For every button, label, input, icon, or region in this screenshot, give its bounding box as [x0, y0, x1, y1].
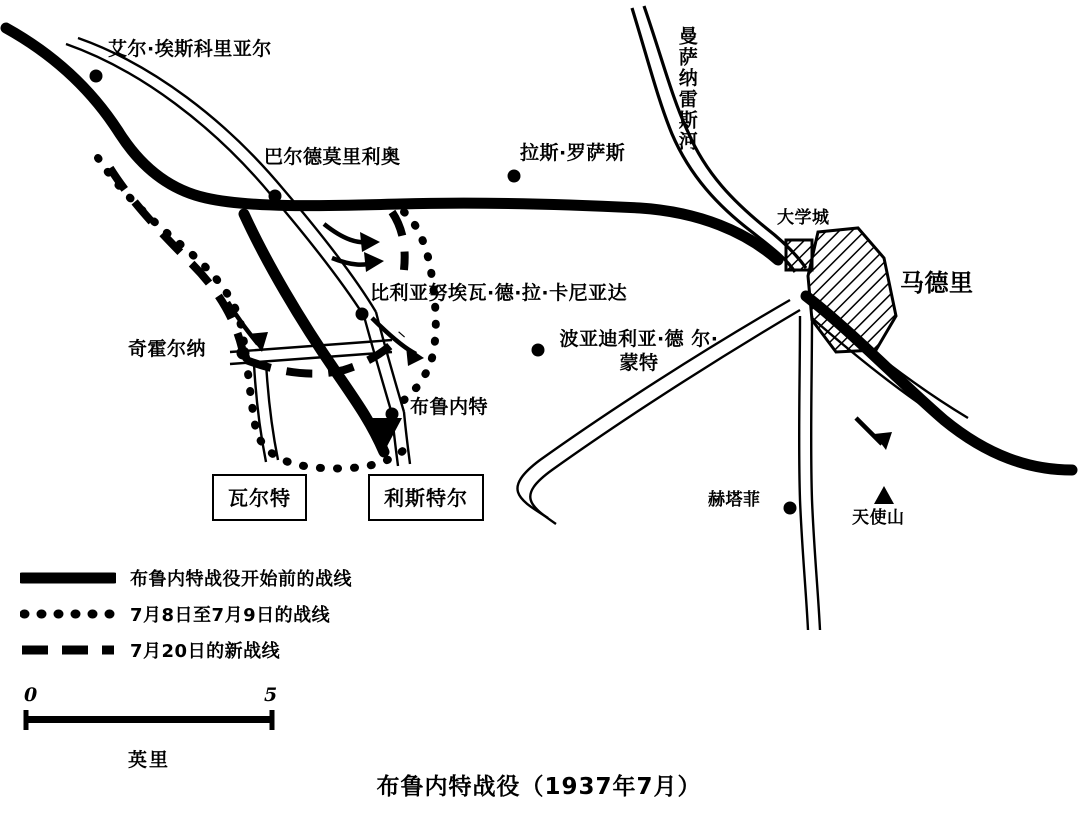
label-brunete: 布鲁内特	[410, 396, 489, 418]
label-ciudad-universitaria: 大学城	[777, 208, 830, 228]
scale-bar-graphic	[18, 706, 280, 732]
legend-label-front-before: 布鲁内特战役开始前的战线	[130, 569, 352, 590]
legend-label-front-jul-8-9: 7月8日至7月9日的战线	[130, 605, 331, 626]
scale-endpoints	[18, 684, 280, 706]
label-quijorna: 奇霍尔纳	[128, 338, 207, 360]
label-valdemorillo: 巴尔德莫里利奥	[264, 146, 401, 168]
legend-symbol-dotted-line	[20, 604, 116, 624]
dot-boadilla	[532, 344, 545, 357]
manzanares-river	[632, 6, 806, 272]
legend-symbol-thick-solid-line	[20, 568, 116, 588]
legend-item-front-jul-8-9	[20, 596, 450, 632]
dot-valdemorillo	[269, 190, 282, 203]
legend-symbol-dashed-line	[20, 640, 116, 660]
scale-unit-label: 英里	[127, 749, 170, 771]
mountain-triangle-marker	[874, 486, 894, 504]
map-title: 布鲁内特战役（1937年7月）	[376, 774, 702, 800]
dot-el-escorial	[90, 70, 103, 83]
madrid-built-up-area	[786, 228, 896, 352]
dot-quijorna	[237, 347, 250, 360]
dot-las-rozas	[508, 170, 521, 183]
dot-villanueva	[356, 308, 369, 321]
label-cerro-de-los-angeles: 天使山	[852, 508, 905, 528]
legend-item-front-jul-20	[20, 632, 450, 668]
legend-label-front-jul-20: 7月20日的新战线	[130, 641, 281, 662]
scale-end-label: 5	[264, 684, 278, 706]
label-manzanares-river: 曼萨纳雷斯河	[675, 26, 698, 152]
label-villanueva-de-la-canada: 比利亚努埃瓦·德·拉·卡尼亚达	[370, 282, 628, 304]
scale-start-label: 0	[24, 684, 38, 706]
scale-bar	[18, 684, 280, 772]
label-el-escorial: 艾尔·埃斯科里亚尔	[108, 38, 272, 60]
front-line-before-battle	[6, 28, 1072, 470]
label-boadilla-del-monte: 波亚迪利亚·德 尔·蒙特	[559, 328, 719, 374]
unit-box-lister: 利斯特尔	[368, 474, 484, 521]
dot-getafe	[784, 502, 797, 515]
dot-brunete	[386, 408, 399, 421]
label-las-rozas: 拉斯·罗萨斯	[520, 142, 626, 164]
legend	[20, 560, 450, 668]
label-madrid: 马德里	[900, 269, 974, 297]
legend-item-front-before	[20, 560, 450, 596]
unit-box-walter: 瓦尔特	[212, 474, 307, 521]
ciudad-universitaria-block	[786, 240, 812, 270]
label-getafe: 赫塔菲	[708, 490, 761, 510]
